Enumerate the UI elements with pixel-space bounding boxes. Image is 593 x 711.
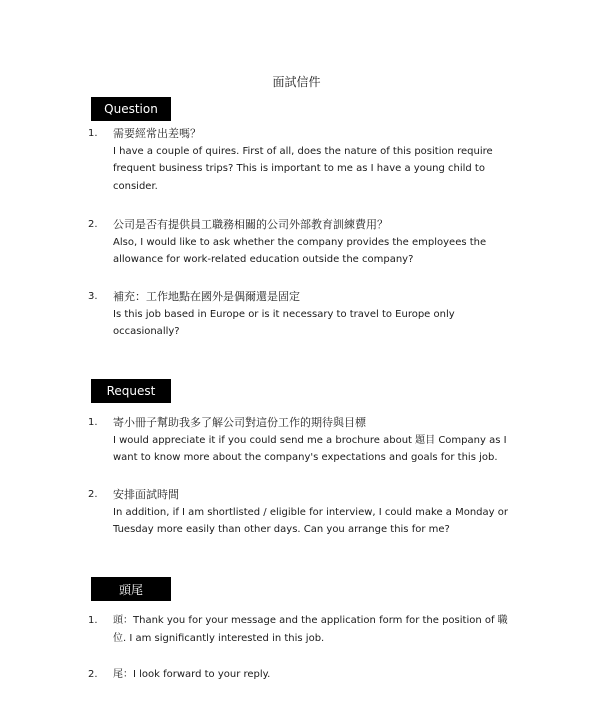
question-item-3: [88, 288, 518, 341]
item-chinese-text: 公司是否有提供員工職務相關的公司外部教育訓練費用？: [113, 218, 388, 231]
item-number: 1.: [88, 128, 98, 139]
item-english-text: Is this job based in Europe or is it necessary to travel to Europe only occasionally?: [113, 308, 455, 337]
head-tail-item-2: [88, 666, 518, 684]
item-number: 1.: [88, 615, 98, 626]
item-chinese-text: 寄小冊子幫助我多了解公司對這份工作的期待與目標: [113, 416, 366, 429]
head-tail-item-1: [88, 612, 518, 647]
item-number: 1.: [88, 417, 98, 428]
item-english-text: I have a couple of quires. First of all, does the nature of this position require frequent business trips? This is important to me as I have a young child to consider.: [113, 145, 493, 192]
page-title: 面試信件: [272, 75, 321, 89]
item-english-text: I would appreciate it if you could send me a brochure about 題目 Company as I want to know more about the company's expectations and goals for this job.: [113, 434, 507, 463]
section-label-question: Question: [91, 97, 171, 121]
request-item-2: [88, 486, 518, 539]
item-text: 頭：Thank you for your message and the application form for the position of 職位. I am significantly interested in this job.: [113, 615, 508, 644]
item-number: 2.: [88, 669, 98, 680]
section-label-head-tail: 頭尾: [91, 577, 171, 601]
question-item-1: [88, 125, 518, 195]
request-item-1: [88, 414, 518, 467]
item-number: 3.: [88, 291, 98, 302]
item-text: 尾：I look forward to your reply.: [113, 669, 271, 680]
item-english-text: In addition, if I am shortlisted / eligible for interview, I could make a Monday or Tuesday more easily than other days. Can you arrange this for me?: [113, 506, 508, 535]
item-english-text: Also, I would like to ask whether the company provides the employees the allowance for work-related education outside the company?: [113, 236, 487, 265]
item-number: 2.: [88, 219, 98, 230]
item-chinese-text: 安排面試時間: [113, 488, 179, 501]
item-chinese-text: 補充：工作地點在國外是偶爾還是固定: [113, 290, 300, 303]
question-item-2: [88, 216, 518, 269]
item-chinese-text: 需要經常出差嗎？: [113, 127, 201, 140]
item-number: 2.: [88, 489, 98, 500]
section-label-request: Request: [91, 379, 171, 403]
